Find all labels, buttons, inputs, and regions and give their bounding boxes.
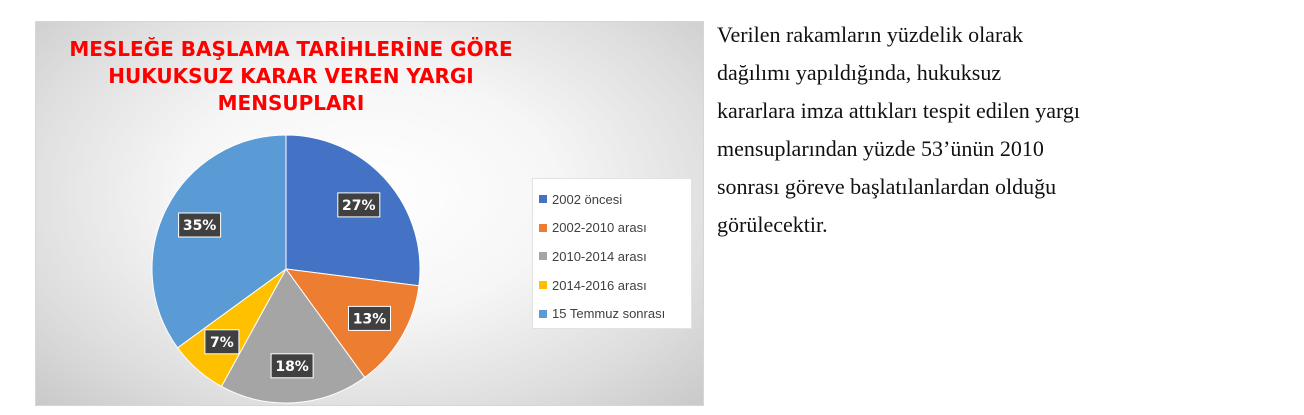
body-line-6: görülecektir. <box>717 212 828 237</box>
legend-swatch <box>539 310 547 318</box>
legend-label: 2002-2010 arası <box>552 220 647 236</box>
legend-label: 2002 öncesi <box>552 191 623 207</box>
legend-label: 2014-2016 arası <box>552 277 647 293</box>
body-paragraph <box>717 16 1297 244</box>
chart-title-line-2: HUKUKSUZ KARAR VEREN YARGI MENSUPLARI <box>108 64 474 115</box>
legend-item-15-temmuz-sonrasi <box>539 299 691 328</box>
pie-chart <box>35 21 704 406</box>
data-label-2002-2010-arasi <box>349 306 391 330</box>
data-label-15-temmuz-sonrasi <box>179 213 221 237</box>
data-label-text: 13% <box>352 311 387 328</box>
body-line-4: mensuplarından yüzde 53’ünün 2010 <box>717 136 1044 161</box>
data-label-text: 18% <box>275 358 309 375</box>
data-label-2010-2014-arasi <box>271 354 313 378</box>
body-line-5: sonrası göreve başlatılanlardan olduğu <box>717 174 1057 199</box>
body-line-3: kararlara imza attıkları tespit edilen yargı <box>717 98 1081 123</box>
legend-swatch <box>539 281 547 289</box>
legend-item-2014-2016-arasi <box>539 271 691 300</box>
data-label-2002-oncesi <box>338 193 380 217</box>
legend-item-2002-oncesi <box>539 185 691 214</box>
legend-swatch <box>539 195 547 203</box>
body-line-2: dağılımı yapıldığında, hukuksuz <box>717 60 1002 85</box>
data-label-2014-2016-arasi <box>205 330 239 354</box>
data-label-text: 35% <box>182 218 217 234</box>
chart-title-line-1: MESLEĞE BAŞLAMA TARİHLERİNE GÖRE <box>69 37 513 61</box>
chart-legend <box>532 178 692 329</box>
data-label-text: 7% <box>210 334 234 351</box>
legend-label: 15 Temmuz sonrası <box>552 306 666 322</box>
legend-item-2010-2014-arasi <box>539 242 691 271</box>
legend-label: 2010-2014 arası <box>552 248 647 264</box>
body-line-1: Verilen rakamların yüzdelik olarak <box>717 22 1024 47</box>
data-label-text: 27% <box>342 197 376 214</box>
legend-item-2002-2010-arasi <box>539 214 691 243</box>
legend-swatch <box>539 252 547 260</box>
legend-swatch <box>539 224 547 232</box>
